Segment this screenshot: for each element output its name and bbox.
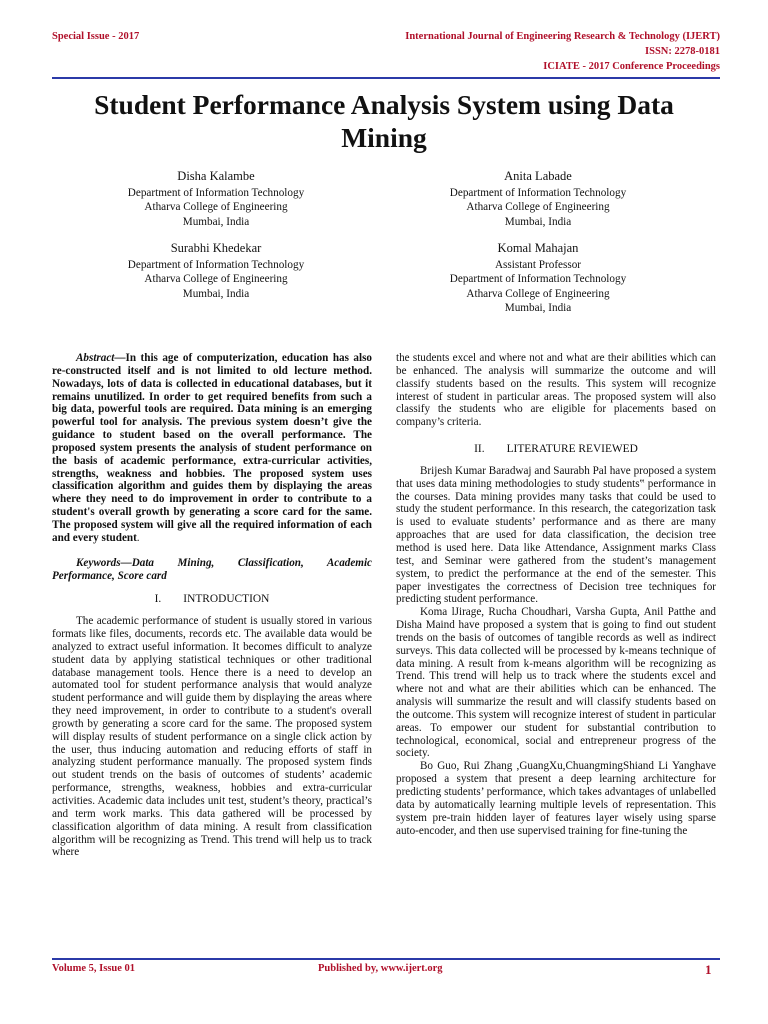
abstract-label: Abstract bbox=[76, 352, 115, 364]
author-name: Anita Labade bbox=[504, 169, 572, 183]
publisher: Published by, www.ijert.org bbox=[318, 963, 443, 974]
keywords-label: Keywords bbox=[76, 556, 121, 569]
paragraph: The academic performance of student is usually stored in various formats like files, documents, records etc. The available data would be analyzed to extract useful information. It becomes difficult to analyze student data by applying statistical techniques or other traditional database management tools. Hence there is a need to develop an automated tool for student performance analysis that would analyze student performance and will guide them by displaying the areas where they need improvement, in order to contribute to a student's overall growth by generating a score card for the same. The proposed system will display results of student performance on a single click action by the user, thus inducing automation and reducing efforts of staff in analyzing student performance manually. The proposed system finds out student trends on the basis of outcomes of students’ academic performance, strengths, weakness, hobbies and extra-curricular activities. Academic data includes unit test, student’s theory, practical’s and term work marks. This data gathered will be processed by classification algorithm of data mining. A result from classification algorithm will be recognizing as Trend. This trend will help us to track where bbox=[52, 615, 372, 859]
author-block-4 bbox=[388, 240, 688, 316]
author-block-2 bbox=[388, 168, 688, 229]
author-affiliation: Assistant Professor bbox=[494, 259, 582, 271]
author-affiliation: Department of Information Technology bbox=[449, 273, 627, 286]
abstract-text: In this age of computerization, education has also re-constructed itself and is not limited to old lecture method. Nowadays, lots of data is collected in educational databases, but it remains unutilized. In order to get required benefits from such a big data, powerful tools are required. Data mining is an emerging powerful tool for analysis. The previous system doesn’t give the guidance to student based on the overall performance. The proposed system presents the analysis of student performance on the basis of academic performance, extra-curricular activities, strengths, weakness and hobbies. The proposed system uses classification algorithm and guides them by displaying the areas where they need to do improvement in order to contribute to a student's overall growth by generating a score card for the same. The proposed system will give all the required information of each and every student bbox=[52, 352, 372, 544]
issn: ISSN: 2278-0181 bbox=[645, 46, 720, 57]
footer-rule bbox=[52, 958, 720, 960]
author-affiliation: Mumbai, India bbox=[504, 302, 572, 315]
author-affiliation: Department of Information Technology bbox=[127, 259, 305, 271]
title-line-1: Student Performance Analysis System using Data bbox=[94, 89, 674, 120]
author-name: Komal Mahajan bbox=[497, 241, 579, 255]
page-number: 1 bbox=[705, 962, 712, 977]
author-affiliation: Atharva College of Engineering bbox=[466, 287, 610, 300]
title-line-2: Mining bbox=[341, 122, 427, 153]
author-affiliation: Mumbai, India bbox=[182, 287, 250, 300]
abstract: Abstract—In this age of computerization, education has also re-constructed itself and is not limited to old lecture method. Nowadays, lots of data is collected in educational databases, but it remains unutilized. In order to get required benefits from such a big data, powerful tools are required. Data mining is an emerging powerful tool for analysis. The previous system doesn’t give the guidance to student based on the overall performance. The proposed system presents the analysis of student performance on the basis of academic performance, extra-curricular activities, strengths, weakness and hobbies. The proposed system uses classification algorithm and guides them by displaying the areas where they need to do improvement in order to contribute to a student's overall growth by generating a score card for the same. The proposed system will give all the required information of each and every student. bbox=[52, 352, 372, 544]
author-affiliation: Department of Information Technology bbox=[449, 187, 627, 199]
author-block-1 bbox=[66, 168, 366, 229]
running-header-left: Special Issue - 2017 bbox=[52, 31, 140, 42]
author-block-3 bbox=[66, 240, 366, 301]
author-affiliation: Atharva College of Engineering bbox=[144, 201, 288, 214]
paragraph: Bo Guo, Rui Zhang ,GuangXu,ChuangmingShiand Li Yanghave proposed a system that present a deep learning architecture for predicting students’ performance, which takes advantages of unlabelled data by automatically learning multiple levels of representation. This system pre-train hidden layer of features layer wisely using sparse auto-encoder, and then use supervised training for fine-tuning the bbox=[396, 760, 716, 837]
author-name: Disha Kalambe bbox=[177, 169, 255, 183]
author-affiliation: Atharva College of Engineering bbox=[144, 273, 288, 286]
paragraph: the students excel and where not and what are their abilities which can be enhanced. The analysis will summarize the outcome and will classify students based on the results. This system will recognize interest of student in particular areas. The proposed system will also classify the students who are eligible for placements based on company’s criteria. bbox=[396, 352, 716, 429]
author-affiliation: Department of Information Technology bbox=[127, 187, 305, 199]
section-heading-literature: II. LITERATURE REVIEWED bbox=[474, 443, 638, 456]
right-column bbox=[396, 352, 716, 837]
volume-issue: Volume 5, Issue 01 bbox=[52, 963, 136, 974]
keywords-text: Data Mining, Classification, Academic Performance, Score card bbox=[52, 556, 372, 582]
paragraph: Koma lJirage, Rucha Choudhari, Varsha Gupta, Anil Patthe and Disha Maind have proposed a system that is going to find out student trends on the basis of outcomes of tangible records as well as indirect surveys. This data collected will be processed by k-means technique of data mining. A result from k-means algorithm will be recognizing as Trend. This trend will help us to track where the students excel and where not and what are their abilities which can be enhanced. The analysis will summarize the result and will classify students based on the outcome. This system will recognize interest of student in particular areas. To empower our student for substantial contribution to technological, economical, social and entrepreneur progress of the society. bbox=[396, 606, 716, 760]
paper-title bbox=[40, 88, 728, 154]
author-affiliation: Mumbai, India bbox=[182, 215, 250, 228]
author-affiliation: Mumbai, India bbox=[504, 215, 572, 228]
journal-name: International Journal of Engineering Research & Technology (IJERT) bbox=[405, 31, 720, 42]
paragraph: Brijesh Kumar Baradwaj and Saurabh Pal have proposed a system that uses data mining methodologies to study students‟ performance in the courses. Data mining provides many tasks that could be used to study the student performance. In this research, the categorization task is used to evaluate students’ performance and as there are many approaches that are used for data classification, the decision tree method is used here. Data like Attendance, Assignment marks Class test, and Seminar were gathered from the student’s management system, to predict the performance at the end of the semester. This paper investigates the correctness of Decision tree techniques for predicting student performance. bbox=[396, 464, 716, 606]
author-affiliation: Atharva College of Engineering bbox=[466, 201, 610, 214]
header-rule bbox=[52, 77, 720, 79]
conference-proceedings: ICIATE - 2017 Conference Proceedings bbox=[543, 61, 720, 72]
section-heading-introduction: I. INTRODUCTION bbox=[154, 593, 270, 606]
keywords: Keywords—Data Mining, Classification, Academic Performance, Score card bbox=[52, 556, 372, 582]
author-name: Surabhi Khedekar bbox=[170, 241, 262, 255]
left-column bbox=[52, 352, 372, 859]
